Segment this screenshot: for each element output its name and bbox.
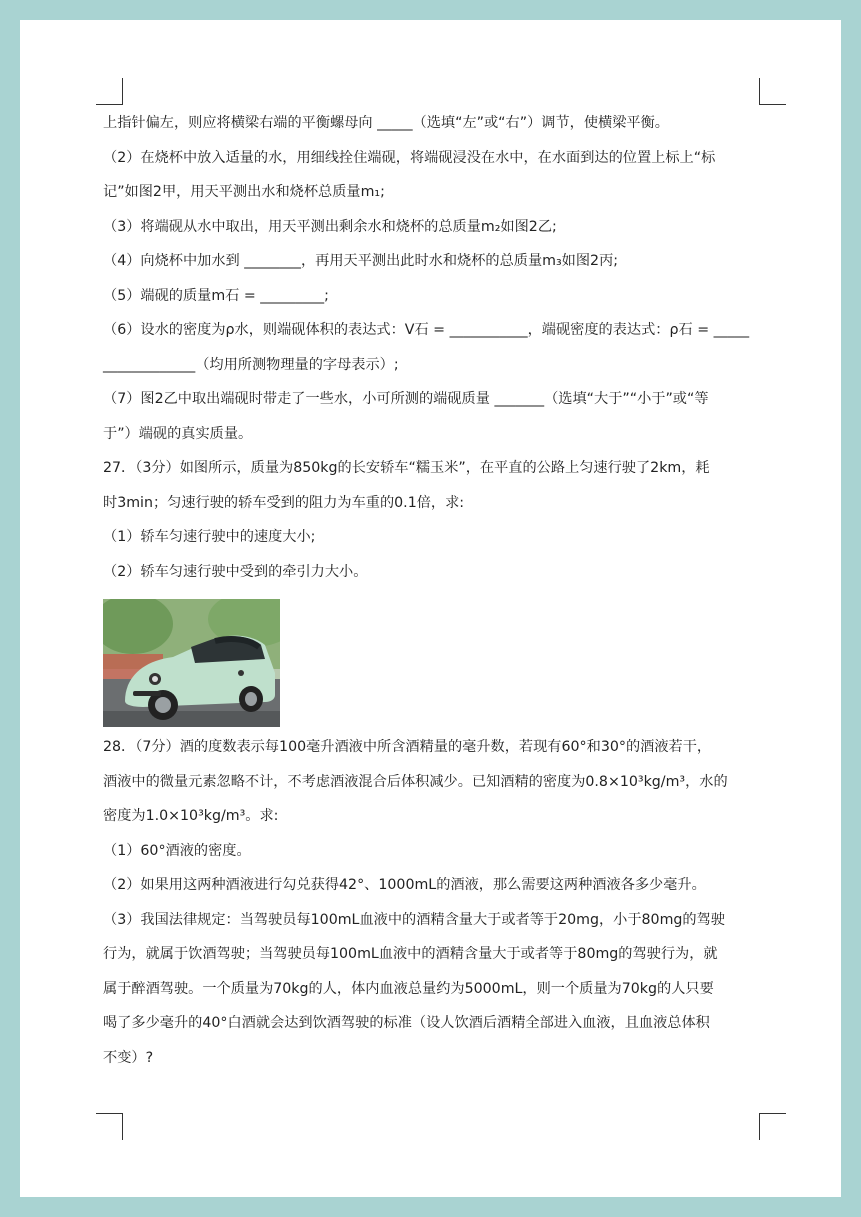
question-28-title: 28．（7分）酒的度数表示每100毫升酒液中所含酒精量的毫升数，若现有60°和30°的酒液若干， — [103, 739, 712, 755]
car-photo — [103, 599, 280, 727]
crop-mark-bottom-right — [759, 1113, 786, 1140]
text-line: （2）轿车匀速行驶中受到的牵引力大小。 — [103, 563, 368, 580]
text-line: 不变）? — [103, 1049, 154, 1066]
text-line: 时3min；匀速行驶的轿车受到的阻力为车重的0.1倍，求: — [103, 494, 465, 511]
crop-mark-top-right — [759, 78, 786, 105]
text-line: （1）轿车匀速行驶中的速度大小; — [103, 529, 316, 545]
text-line: （5）端砚的质量m石 = _________; — [103, 287, 329, 304]
text-line: 上指针偏左，则应将横梁右端的平衡螺母向 _____（选填“左”或“右”）调节，使横梁平衡。 — [103, 115, 669, 131]
text-line: 酒液中的微量元素忽略不计，不考虑酒液混合后体积减少。已知酒精的密度为0.8×10³kg/m³，水的 — [103, 773, 728, 790]
text-line: 记”如图2甲，用天平测出水和烧杯总质量m₁; — [103, 184, 385, 200]
text-line: _____________（均用所测物理量的字母表示）; — [103, 356, 399, 373]
text-line: （2）在烧杯中放入适量的水，用细线拴住端砚，将端砚浸没在水中，在水面到达的位置上标上“标 — [103, 149, 716, 166]
crop-mark-bottom-left — [96, 1113, 123, 1140]
text-line: （3）我国法律规定：当驾驶员每100mL血液中的酒精含量大于或者等于20mg，小于80mg的驾驶 — [103, 911, 725, 928]
question-27-title: 27．（3分）如图所示，质量为850kg的长安轿车“糯玉米”，在平直的公路上匀速行驶了2km，耗 — [103, 460, 710, 476]
crop-mark-top-left — [96, 78, 123, 105]
text-line: 密度为1.0×10³kg/m³。求: — [103, 808, 279, 824]
text-line: 行为，就属于饮酒驾驶；当驾驶员每100mL血液中的酒精含量大于或者等于80mg的驾驶行为，就 — [103, 946, 718, 962]
text-line: 喝了多少毫升的40°白酒就会达到饮酒驾驶的标准（设人饮酒后酒精全部进入血液，且血液总体积 — [103, 1015, 710, 1031]
text-line: 属于醉酒驾驶。一个质量为70kg的人，体内血液总量约为5000mL，则一个质量为70kg的人只要 — [103, 980, 714, 997]
text-line: （1）60°酒液的密度。 — [103, 842, 251, 859]
text-line: （2）如果用这两种酒液进行勾兑获得42°、1000mL的酒液，那么需要这两种酒液各多少毫升。 — [103, 877, 706, 893]
text-line: （3）将端砚从水中取出，用天平测出剩余水和烧杯的总质量m₂如图2乙; — [103, 218, 557, 235]
document-page — [20, 20, 841, 1197]
text-line: （4）向烧杯中加水到 ________，再用天平测出此时水和烧杯的总质量m₃如图2丙; — [103, 253, 619, 269]
text-line: （6）设水的密度为ρ水，则端砚体积的表达式：V石 = ___________，端砚密度的表达式：ρ石 = _____ — [103, 322, 750, 338]
text-line: 于”）端砚的真实质量。 — [103, 425, 253, 442]
text-line: （7）图2乙中取出端砚时带走了一些水，小可所测的端砚质量 _______（选填“大于”“小于”或“等 — [103, 391, 709, 407]
document-content — [103, 106, 763, 1075]
